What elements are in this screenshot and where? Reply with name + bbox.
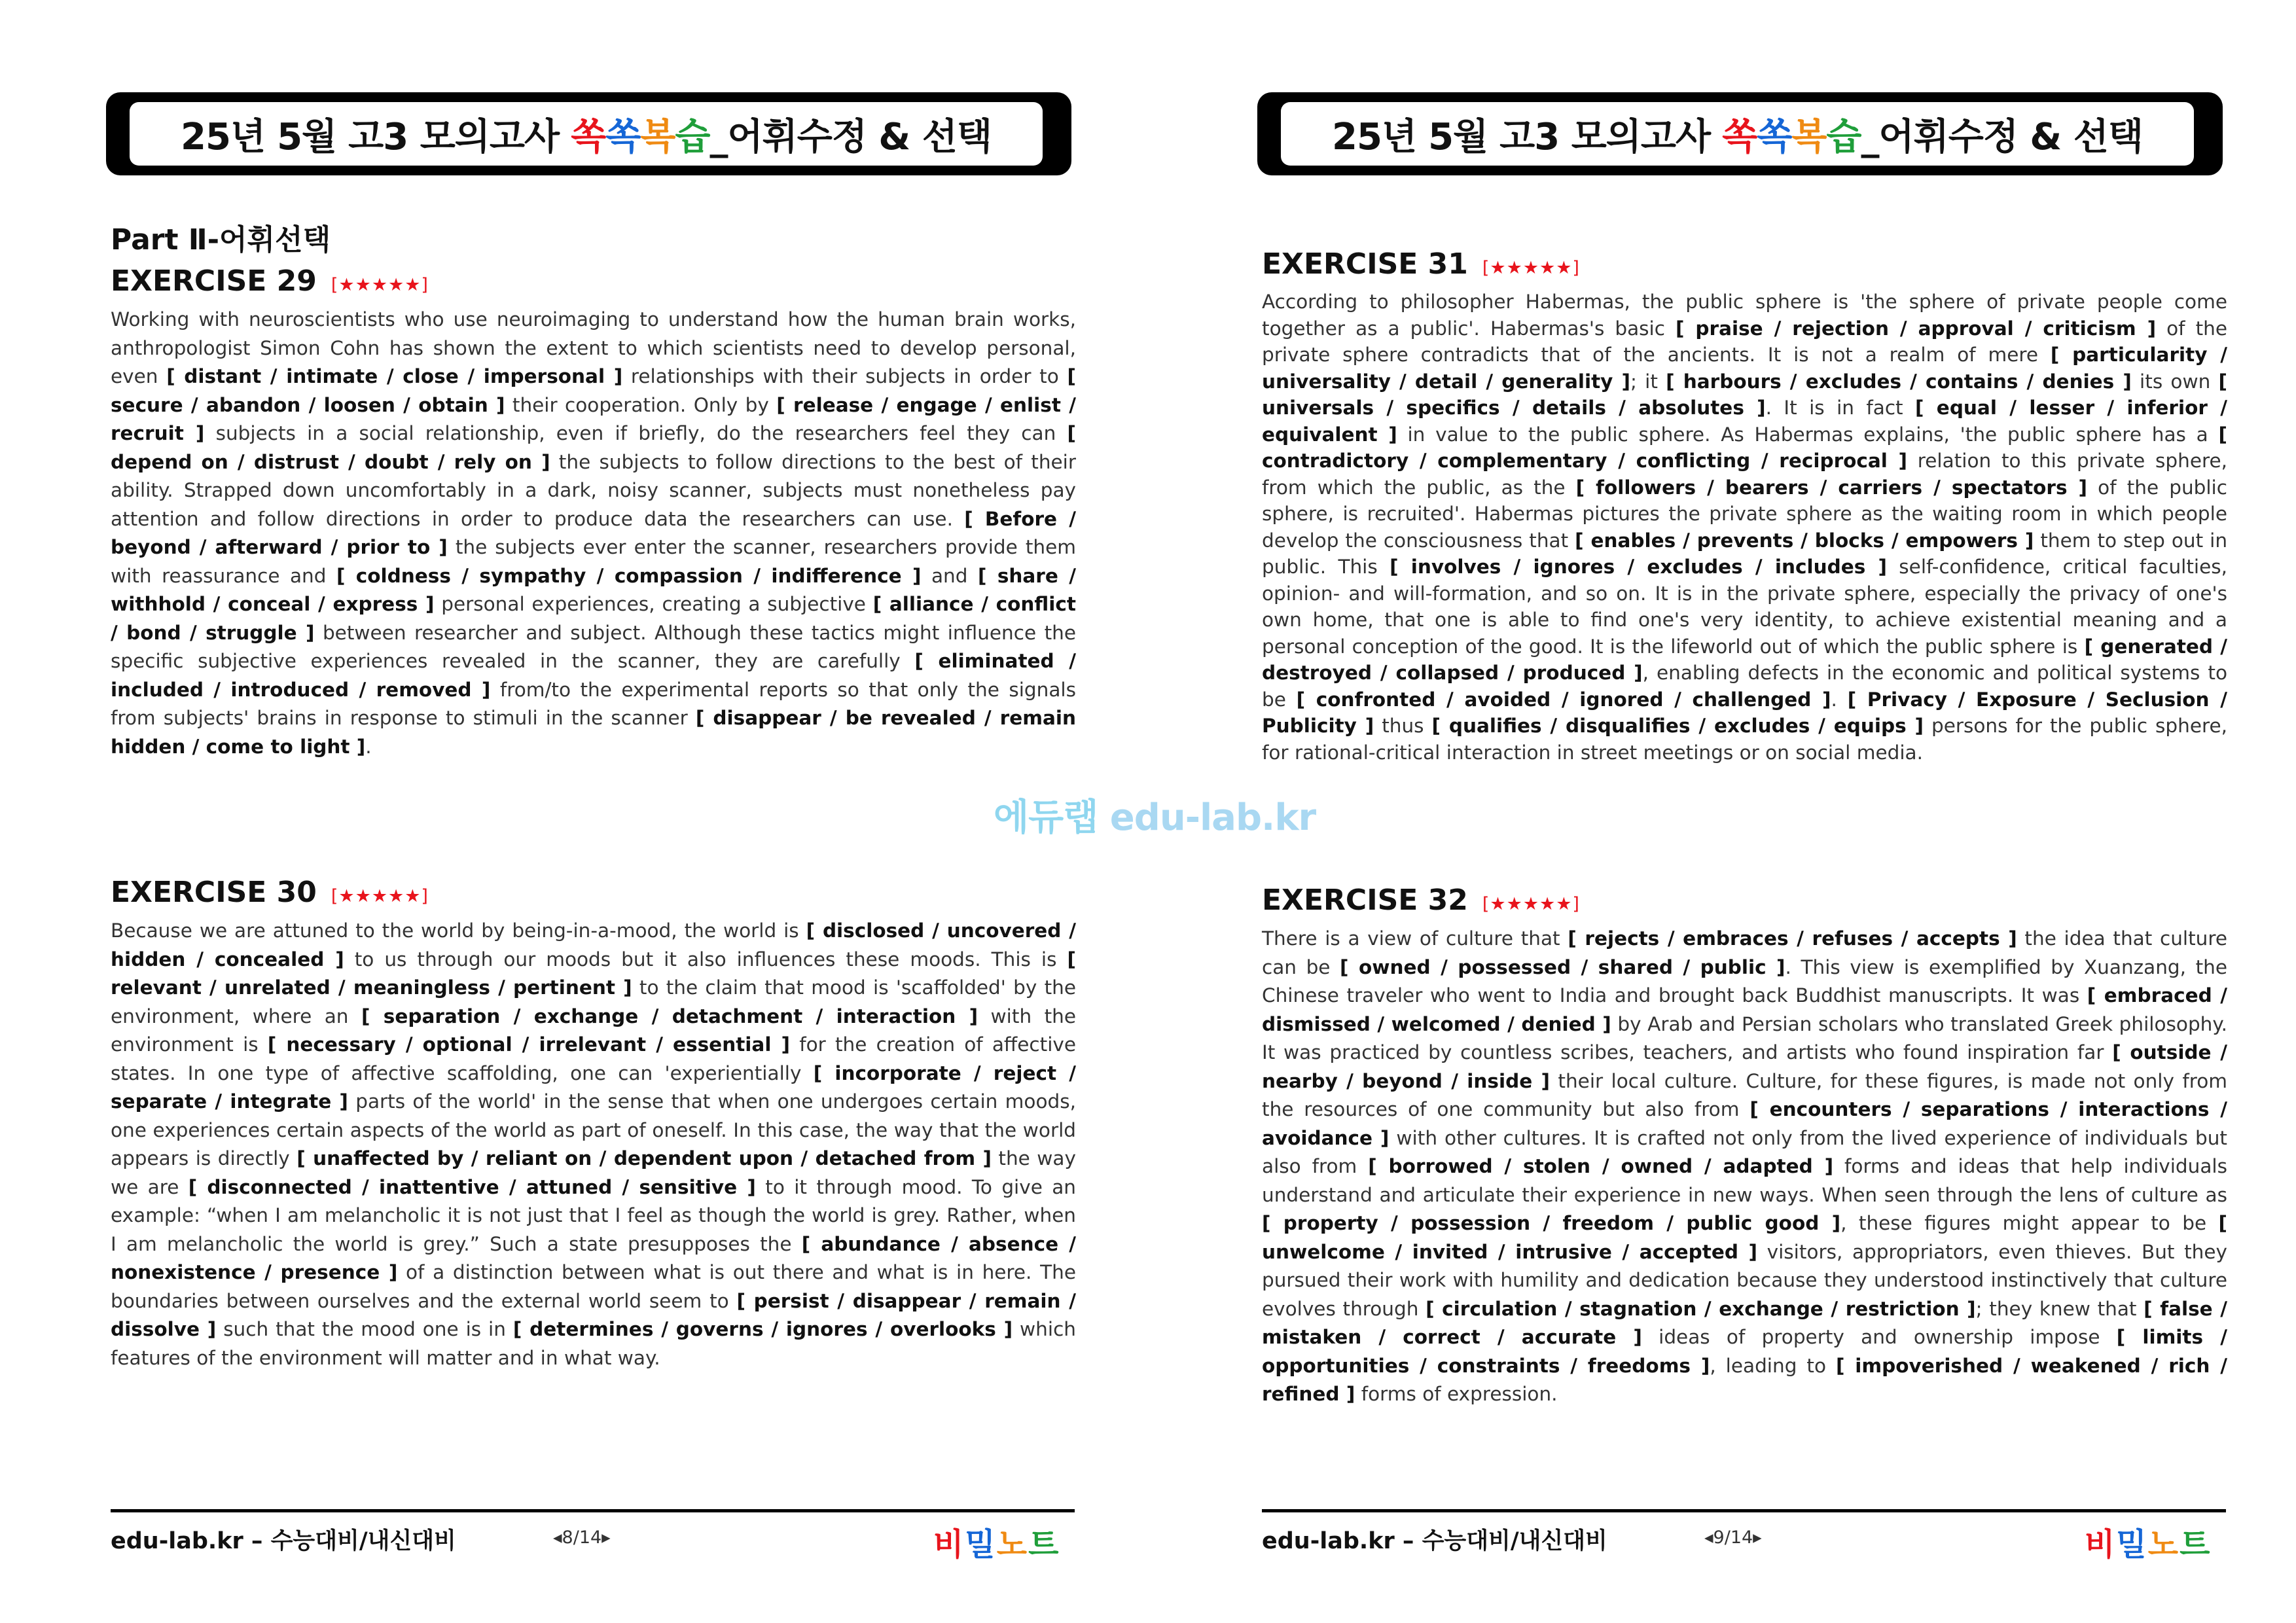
- word-choice-options: [ embraced / dismissed / welcomed / denied ]: [1262, 984, 2227, 1035]
- brand-logo: [933, 1519, 1060, 1564]
- exercise-title: [1262, 883, 2227, 917]
- page-number: ◂8/14▸: [553, 1527, 611, 1548]
- passage-text: . This view is exemplified by Xuanzang, the Chinese traveler who went to India and brought back Buddhist manuscripts. It was: [1262, 955, 2228, 1007]
- header-title-char: 쏙: [605, 115, 641, 158]
- brand-logo: [2085, 1519, 2212, 1564]
- brand-char: 트: [2179, 1526, 2212, 1563]
- exercise-number: EXERCISE 29: [111, 264, 317, 298]
- watermark: [994, 789, 1316, 841]
- passage-text: ; they knew that: [1975, 1297, 2144, 1320]
- difficulty-stars: [★★★★★]: [331, 886, 429, 906]
- passage-text: .: [365, 735, 372, 758]
- passage-text: ; it: [1630, 370, 1666, 393]
- page-number: ◂9/14▸: [1704, 1527, 1762, 1548]
- passage-text: thus: [1374, 715, 1432, 737]
- exercise-block-31: [1262, 247, 2227, 766]
- word-choice-options: [ unaffected by / reliant on / dependent upon / detached from ]: [296, 1147, 992, 1169]
- word-choice-options: [ incorporate / reject / separate / integrate ]: [111, 1061, 1077, 1113]
- word-choice-options: [ Before / beyond / afterward / prior to ]: [111, 507, 1076, 558]
- passage-text: between researcher and subject. Although these tactics might influence the specific subjective experiences revealed in the scanner, they are carefully: [111, 621, 1076, 672]
- exercise-block-30: [111, 876, 1076, 1372]
- passage-text: and: [921, 564, 978, 587]
- word-choice-options: [ borrowed / stolen / owned / adapted ]: [1368, 1155, 1834, 1177]
- brand-char: 노: [996, 1526, 1029, 1563]
- header-title-char: 쏙: [1722, 115, 1757, 158]
- word-choice-options: [ impoverished / weakened / rich / refined ]: [1262, 1354, 2227, 1405]
- page-header-title: [1281, 102, 2194, 166]
- word-choice-options: [ determines / governs / ignores / overlooks ]: [512, 1318, 1013, 1340]
- passage-text: such that the mood one is in: [216, 1318, 513, 1340]
- brand-char: 트: [1028, 1526, 1060, 1563]
- passage-text: ideas of property and ownership impose: [1641, 1326, 2117, 1348]
- part-title: Part Ⅱ-어휘선택: [111, 223, 331, 257]
- exercise-title: [1262, 247, 2227, 281]
- passage-text: them to step out in public. This: [1262, 529, 2228, 578]
- passage-text: . It is in fact: [1765, 397, 1916, 419]
- passage-text: persons for the public sphere, for rational-critical interaction in street meetings or on social media.: [1262, 715, 2227, 764]
- word-choice-options: [ circulation / stagnation / exchange / restriction ]: [1426, 1297, 1976, 1320]
- right-page: [1148, 0, 2296, 1623]
- word-choice-options: [ outside / nearby / beyond / inside ]: [1262, 1041, 2227, 1092]
- brand-char: 노: [2147, 1526, 2180, 1563]
- word-choice-options: [ limits / opportunities / constraints / freedoms ]: [1262, 1326, 2227, 1377]
- passage-text: to us through our moods but it also influences these moods. This is: [344, 948, 1067, 971]
- header-grade: 고3 모의고사: [348, 115, 560, 158]
- passage-text: , leading to: [1710, 1354, 1836, 1377]
- word-choice-options: [ release / engage / enlist / recruit ]: [111, 393, 1076, 444]
- passage-text: from/to the experimental reports so that only the signals from subjects' brains in response to stimuli in the scanner: [111, 678, 1076, 729]
- word-choice-options: [ contradictory / complementary / conflicting / reciprocal ]: [1262, 423, 2227, 472]
- difficulty-stars: [★★★★★]: [1482, 258, 1580, 278]
- passage-text: to the claim that mood is 'scaffolded' by the environment, where an: [111, 976, 1076, 1027]
- passage-text: forms of expression.: [1355, 1383, 1558, 1405]
- word-choice-options: [ involves / ignores / excludes / includes ]: [1390, 556, 1887, 578]
- word-choice-options: [ enables / prevents / blocks / empowers ]: [1575, 529, 2034, 552]
- footer-divider: [111, 1509, 1075, 1512]
- page-header-title: [130, 102, 1043, 166]
- word-choice-options: [ universals / specifics / details / absolutes ]: [1262, 370, 2227, 419]
- word-choice-options: [ encounters / separations / interactions / avoidance ]: [1262, 1098, 2227, 1149]
- word-choice-options: [ persist / disappear / remain / dissolve ]: [111, 1289, 1076, 1340]
- word-choice-options: [ necessary / optional / irrelevant / essential ]: [267, 1033, 791, 1056]
- passage-text: subjects in a social relationship, even if briefly, do the researchers feel they can: [204, 422, 1067, 444]
- exercise-number: EXERCISE 31: [1262, 247, 1468, 281]
- page-header-banner: [1257, 92, 2223, 175]
- passage-text: personal experiences, creating a subjective: [434, 593, 873, 615]
- header-title-char: 복: [640, 115, 675, 158]
- word-choice-options: [ share / withhold / conceal / express ]: [111, 564, 1076, 615]
- passage-text: Because we are attuned to the world by being-in-a-mood, the world is: [111, 919, 806, 942]
- exercise-passage: [111, 917, 1076, 1372]
- header-year: 25년: [1332, 115, 1417, 158]
- header-month: 5월: [1428, 115, 1488, 158]
- passage-text: its own: [2131, 370, 2219, 393]
- exercise-passage: [1262, 925, 2227, 1409]
- watermark-url: edu-lab.kr: [1109, 796, 1316, 839]
- passage-text: relationships with their subjects in order to: [622, 365, 1067, 387]
- exercise-title: [111, 876, 1076, 909]
- exercise-block-29: [111, 216, 1076, 761]
- passage-text: in value to the public sphere. As Habermas explains, 'the public sphere has a: [1397, 423, 2219, 446]
- passage-text: , enabling defects in the economic and political systems to be: [1262, 662, 2227, 711]
- passage-text: of the public sphere, is recruited'. Habermas pictures the private sphere as the waiting room in which people develop the consciousness that: [1262, 476, 2227, 552]
- passage-text: by Arab and Persian scholars who translated Greek philosophy. It was practiced by countless scribes, teachers, and artists who found inspiration far: [1262, 1012, 2227, 1063]
- word-choice-options: [ separation / exchange / detachment / interaction ]: [361, 1005, 978, 1027]
- word-choice-options: [ equal / lesser / inferior / equivalent ]: [1262, 397, 2227, 446]
- passage-text: the subjects to follow directions to the best of their ability. Strapped down uncomfortably in a dark, noisy scanner, subjects must nonetheless pay attention and follow directions in order to produce data the researchers can use.: [111, 450, 1076, 530]
- word-choice-options: [ unwelcome / invited / intrusive / accepted ]: [1262, 1212, 2227, 1263]
- word-choice-options: [ property / possession / freedom / public good ]: [1262, 1212, 1841, 1234]
- passage-text: parts of the world' in the sense that when one undergoes certain moods, one experiences certain aspects of the world as part of oneself. In this case, the way that the world appears is directly: [111, 1090, 1076, 1169]
- passage-text: which features of the environment will matter and in what way.: [111, 1318, 1076, 1369]
- passage-text: According to philosopher Habermas, the public sphere is 'the sphere of private people come together as a public'. Habermas's basic: [1262, 291, 2227, 340]
- brand-char: 밀: [965, 1526, 997, 1563]
- word-choice-options: [ false / mistaken / correct / accurate ]: [1262, 1297, 2228, 1348]
- header-title-char: 쏙: [1757, 115, 1792, 158]
- passage-text: forms and ideas that help individuals understand and articulate their experience in new ways. When seen through the lens of culture as: [1262, 1155, 2227, 1206]
- exercise-block-32: [1262, 883, 2227, 1409]
- word-choice-options: [ disclosed / uncovered / hidden / concealed ]: [111, 919, 1076, 971]
- word-choice-options: [ owned / possessed / shared / public ]: [1340, 955, 1785, 978]
- passage-text: .: [1831, 688, 1848, 711]
- header-title-char: 습: [675, 115, 710, 158]
- header-grade: 고3 모의고사: [1499, 115, 1711, 158]
- word-choice-options: [ confronted / avoided / ignored / challenged ]: [1296, 688, 1831, 711]
- passage-text: their local culture. Culture, for these figures, is made not only from the resources of one community but also from: [1262, 1069, 2227, 1120]
- passage-text: relation to this private sphere, from which the public, as the: [1262, 450, 2227, 499]
- passage-text: visitors, appropriators, even thieves. But they pursued their work with humility and dedication because they understood instinctively that culture evolves through: [1262, 1240, 2227, 1320]
- word-choice-options: [ rejects / embraces / refuses / accepts ]: [1568, 927, 2017, 950]
- word-choice-options: [ praise / rejection / approval / criticism ]: [1676, 317, 2157, 340]
- passage-text: with the environment is: [111, 1005, 1076, 1056]
- word-choice-options: [ qualifies / disqualifies / excludes / equips ]: [1431, 715, 1924, 737]
- word-choice-options: [ secure / abandon / loosen / obtain ]: [111, 365, 1077, 416]
- word-choice-options: [ abundance / absence / nonexistence / presence ]: [111, 1232, 1076, 1283]
- header-month: 5월: [277, 115, 337, 158]
- passage-text: with other cultures. It is crafted not only from the lived experience of individuals but also from: [1262, 1126, 2227, 1177]
- header-suffix: _어휘수정 & 선택: [1861, 115, 2143, 158]
- page-header-banner: [106, 92, 1071, 175]
- word-choice-options: [ harbours / excludes / contains / denies ]: [1666, 370, 2132, 393]
- word-choice-options: [ Privacy / Exposure / Seclusion / Publicity ]: [1262, 688, 2227, 737]
- word-choice-options: [ disconnected / inattentive / attuned / sensitive ]: [188, 1175, 756, 1198]
- word-choice-options: [ alliance / conflict / bond / struggle ]: [111, 593, 1076, 644]
- word-choice-options: [ relevant / unrelated / meaningless / pertinent ]: [111, 948, 1076, 999]
- passage-text: the way we are: [111, 1147, 1076, 1198]
- passage-text: their cooperation. Only by: [505, 393, 777, 416]
- passage-text: to it through mood. To give an example: “when I am melancholic it is not just that I feel as though the world is grey. Rather, when I am melancholic the world is grey.” Such a state presupposes the: [111, 1175, 1076, 1255]
- passage-text: There is a view of culture that: [1262, 927, 1568, 950]
- exercise-passage: [111, 306, 1076, 761]
- word-choice-options: [ distant / intimate / close / impersonal ]: [166, 365, 623, 387]
- brand-char: 비: [2085, 1526, 2117, 1563]
- exercise-number: EXERCISE 30: [111, 876, 317, 909]
- header-suffix: _어휘수정 & 선택: [709, 115, 992, 158]
- brand-char: 밀: [2116, 1526, 2148, 1563]
- passage-text: the subjects ever enter the scanner, researchers provide them with reassurance and: [111, 536, 1076, 587]
- header-title-char: 쏙: [571, 115, 606, 158]
- footer-site: edu-lab.kr – 수능대비/내신대비: [111, 1528, 456, 1554]
- passage-text: of a distinction between what is out there and what is in here. The boundaries between ourselves and the external world seem to: [111, 1261, 1076, 1312]
- passage-text: the idea that culture can be: [1262, 927, 2228, 978]
- word-choice-options: [ eliminated / included / introduced / removed ]: [111, 650, 1076, 701]
- word-choice-options: [ disappear / be revealed / remain hidden / come to light ]: [111, 707, 1076, 758]
- header-title-char: 복: [1791, 115, 1827, 158]
- word-choice-options: [ particularity / universality / detail / generality ]: [1262, 344, 2227, 393]
- footer-divider: [1262, 1509, 2226, 1512]
- header-year: 25년: [181, 115, 266, 158]
- exercise-title: [111, 264, 1076, 298]
- difficulty-stars: [★★★★★]: [1482, 894, 1580, 914]
- word-choice-options: [ followers / bearers / carriers / spectators ]: [1575, 476, 2088, 499]
- watermark-korean: 에듀랩: [994, 796, 1098, 839]
- header-title-char: 습: [1826, 115, 1861, 158]
- exercise-number: EXERCISE 32: [1262, 883, 1468, 917]
- passage-text: Working with neuroscientists who use neuroimaging to understand how the human brain works, anthropologist Simon Cohn has shown the extent to which scientists need to develop personal, even: [111, 308, 1076, 387]
- passage-text: , these figures might appear to be: [1840, 1212, 2219, 1234]
- footer-site: edu-lab.kr – 수능대비/내신대비: [1262, 1528, 1607, 1554]
- passage-text: self-confidence, critical faculties, opinion- and will-formation, and so on. It is in the private sphere, especially the privacy of one's own home, that one is able to find one's very identity, to achieve existential meaning and a personal conception of the good. It is the lifeworld out of which the public sphere is: [1262, 556, 2227, 658]
- passage-text: for the creation of affective states. In one type of affective scaffolding, one can 'experientially: [111, 1033, 1076, 1084]
- word-choice-options: [ coldness / sympathy / compassion / indifference ]: [336, 564, 922, 587]
- difficulty-stars: [★★★★★]: [331, 275, 429, 295]
- word-choice-options: [ depend on / distrust / doubt / rely on ]: [111, 422, 1076, 473]
- passage-text: of the private sphere contradicts that of the ancients. It is not a realm of mere: [1262, 317, 2227, 366]
- brand-char: 비: [933, 1526, 965, 1563]
- word-choice-options: [ generated / destroyed / collapsed / produced ]: [1262, 635, 2227, 684]
- exercise-passage: [1262, 289, 2227, 766]
